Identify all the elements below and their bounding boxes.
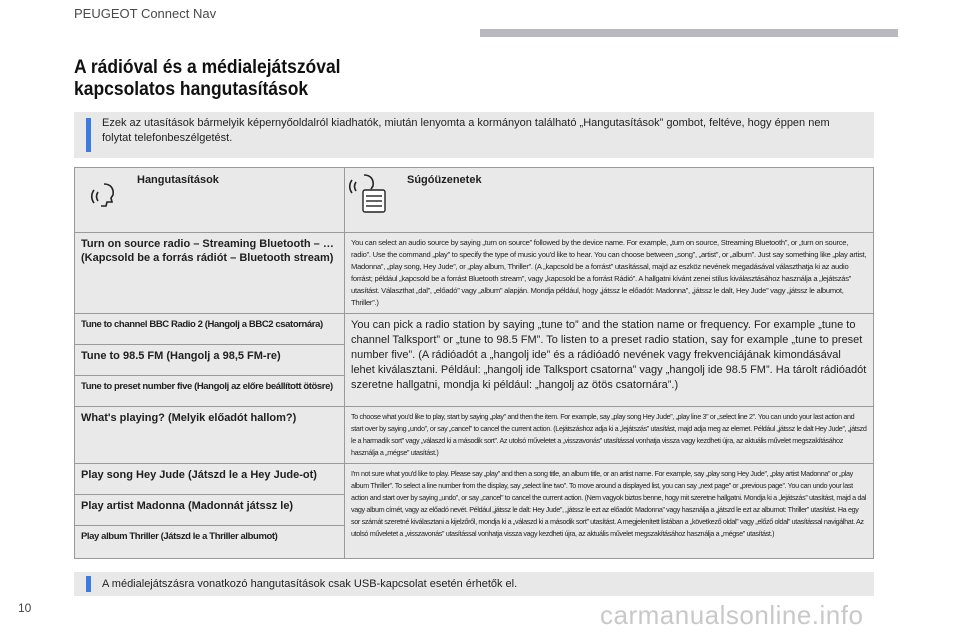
command-cell — [75, 495, 345, 526]
page-title-line-1: A rádióval és a médialejátszóval — [74, 57, 341, 78]
page-title — [74, 57, 341, 101]
col2-header-cell — [345, 168, 874, 233]
command-text: Play album Thriller (Játszd le a Thriller albumot) — [81, 531, 278, 542]
table-row — [75, 314, 874, 345]
command-text: Tune to 98.5 FM (Hangolj a 98,5 FM-re) — [81, 350, 281, 362]
command-cell — [75, 376, 345, 407]
header-bar — [480, 29, 898, 37]
help-text: To choose what you'd like to play, start by saying „play” and then the item. For example, say „play song Hey Jude”, „play line 3” or „select line 2”. You can undo your last action and start over by saying „undo”, or say „cancel” to cancel the current action. (Lejátszáshoz adja ki a „lejátszás” utasítást, majd adja meg az elemet. Például „játssz le dalt Hey Jude”, „játszd le a harmadik sort” vagy „válaszd ki a második sort”. Az utolsó műveletet a „visszavonás” utasítással vonhatja vissza vagy kezdheti újra, az aktuális művelet megszakításához használja a „mégse” utasítást.) — [351, 412, 867, 457]
info-box-top — [74, 112, 874, 158]
info-text-bottom: A médialejátszásra vonatkozó hangutasítások csak USB-kapcsolat esetén érhetők el. — [102, 578, 518, 590]
command-cell — [75, 233, 345, 314]
command-cell — [75, 314, 345, 345]
command-cell — [75, 345, 345, 376]
command-text: Play artist Madonna (Madonnát játssz le) — [81, 500, 294, 512]
help-text: You can select an audio source by saying „turn on source” followed by the device name. For example, „turn on source, Streaming Bluetooth”, or „turn on source, radio”. Use the command „play” to specify the type of music you'd like to hear. You can choose between „song”, „artist”, or „album”. Just say something like „play artist, Madonna”, „play song, Hey Jude”, or „play album, Thriller”. (A „kapcsold be a forrást” utasítással, majd az eszköz nevének megadásával választhatja ki az audio forrást; például „kapcsold be a forrást Bluetooth stream”, vagy „kapcsold be a forrást Rádió”. A hallgatni kívánt zenei stílus kiválasztásához használja a „lejátszás” utasítást. Választhat „dal”, „előadó” vagy „album” alapján. Mondja például, hogy „játssz le előadót: Madonna”, „játssz le dalt, Hey Jude” vagy „játssz le albumot, Thriller”.) — [351, 238, 867, 307]
manual-header: PEUGEOT Connect Nav — [74, 6, 217, 21]
page-number: 10 — [18, 601, 32, 615]
command-cell — [75, 464, 345, 495]
help-text: I'm not sure what you'd like to play. Please say „play” and then a song title, an album title, or an artist name. For example, say „play song Hey Jude”, „play artist Madonna” or „play album Thriller”. To select a line number from the display, say „select line two”. To move around a displayed list, you can say „next page” or „previous page”. You can undo your last action and start over by saying „undo”, or say „cancel” to cancel the current action. (Nem vagyok biztos benne, hogy mit szeretne hallgatni. Mondja ki a „lejátszás” utasítást, majd a dal vagy album címét, vagy az előadó nevét. Például „játssz le dalt: Hey Jude”, „játssz le ezt az előadót: Madonna” vagy használja a „játszd le ezt az albumot: Thriller” utasítást. Ha egy sor számát szeretné kiválasztani a kijelzőről, mondja ki a „válaszd ki a második sort” utasítást. A megjelenített listában a „következő oldal” vagy „előző oldal” utasítással navigálhat. Az utolsó műveletet a „visszavonás” utasítással vonhatja vissza vagy kezdheti újra, az aktuális művelet megszakításához használja a „mégse” utasítást.) — [351, 469, 866, 538]
command-text: Turn on source radio – Streaming Bluetooth – … (Kapcsold be a forrás rádiót – Bluetooth stream) — [81, 238, 334, 264]
help-text: You can pick a radio station by saying „tune to” and the station name or frequency. For example „tune to channel Talksport” or „tune to 98.5 FM”. To listen to a preset radio station, say for example „tune to preset number five”. (A rádióadót a „hangolj ide” és a rádióadó nevének vagy frekvenciájának kimondásával lehet kiválasztani. Például: „hangolj ide Talksport csatorna” vagy „hangolj ide 98.5 FM”. Ha tárolt rádióadót szeretne hallgatni, mondja ki például: „hangolj az ötös csatornára”.) — [351, 319, 867, 391]
info-box-bottom — [74, 572, 874, 596]
table-header-row — [75, 168, 874, 233]
help-cell — [345, 233, 874, 314]
info-icon — [86, 576, 91, 592]
help-message-icon — [347, 172, 391, 216]
command-text: Play song Hey Jude (Játszd le a Hey Jude-ot) — [81, 469, 317, 481]
voice-command-table — [74, 167, 874, 559]
help-cell — [345, 314, 874, 407]
watermark: carmanualsonline.info — [600, 600, 864, 630]
table-row — [75, 233, 874, 314]
page-title-line-2: kapcsolatos hangutasítások — [74, 79, 309, 100]
voice-command-icon — [87, 180, 123, 210]
info-icon — [86, 118, 91, 152]
command-cell — [75, 526, 345, 559]
col2-header-label: Súgóüzenetek — [407, 174, 482, 186]
command-cell — [75, 407, 345, 464]
command-text: Tune to preset number five (Hangolj az előre beállított ötösre) — [81, 381, 333, 392]
help-cell — [345, 407, 874, 464]
command-text: What's playing? (Melyik előadót hallom?) — [81, 412, 297, 424]
table-row — [75, 407, 874, 464]
info-text-top: Ezek az utasítások bármelyik képernyőoldalról kiadhatók, miután lenyomta a kormányon található „Hangutasítások” gombot, feltéve, hogy éppen nem folytat telefonbeszélgetést. — [102, 117, 830, 144]
col1-header-cell — [75, 168, 345, 233]
col1-header-label: Hangutasítások — [137, 174, 219, 186]
table-row — [75, 464, 874, 495]
command-text: Tune to channel BBC Radio 2 (Hangolj a BBC2 csatornára) — [81, 319, 323, 330]
help-cell — [345, 464, 874, 559]
